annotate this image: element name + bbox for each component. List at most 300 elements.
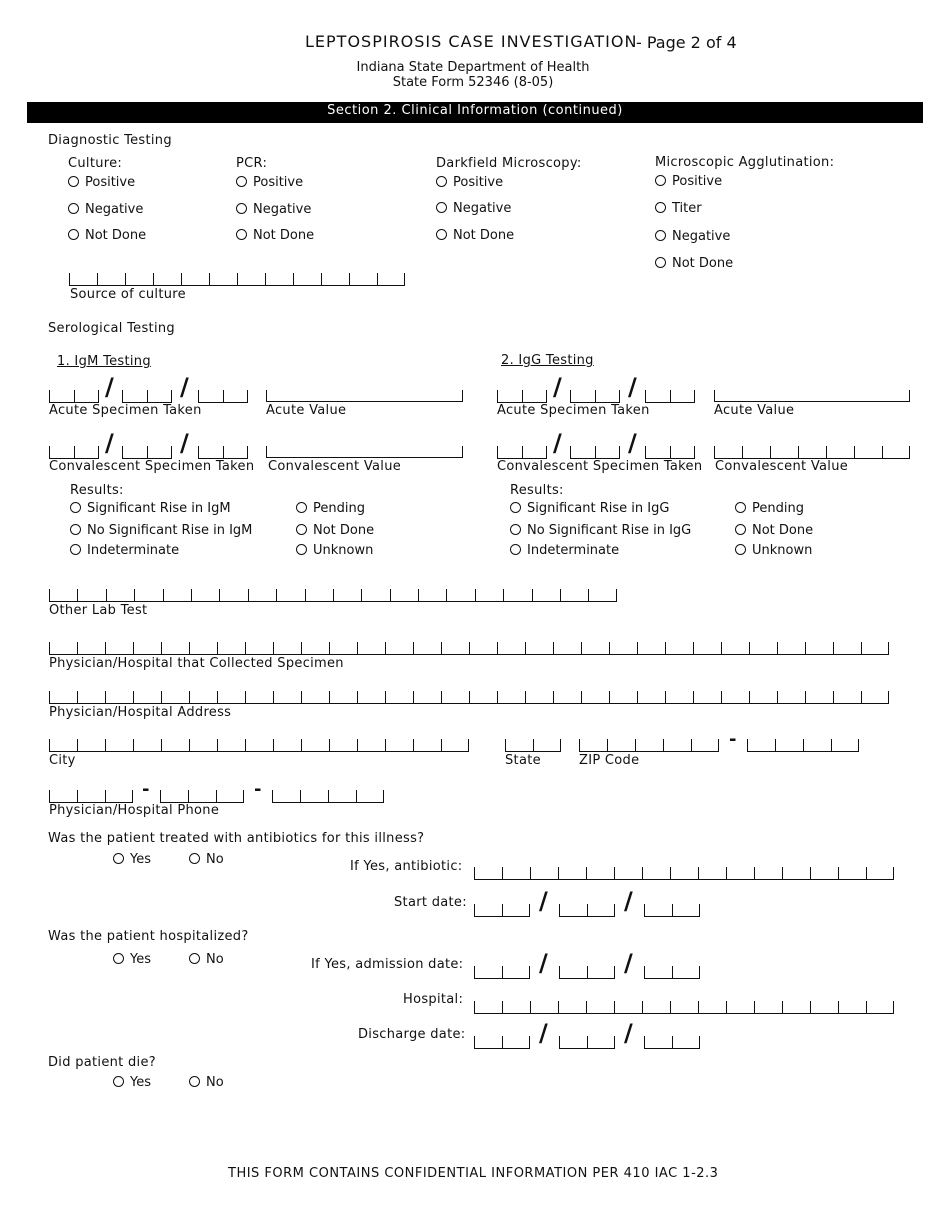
char-cell[interactable]	[469, 691, 497, 703]
char-cell[interactable]	[782, 867, 810, 879]
char-cell[interactable]	[609, 691, 637, 703]
char-cell[interactable]	[276, 589, 304, 601]
igg-conv-month-input[interactable]	[497, 446, 547, 459]
char-cell[interactable]	[558, 1001, 586, 1013]
radio-icon[interactable]	[113, 1076, 124, 1087]
char-cell[interactable]	[361, 589, 389, 601]
igm-conv-month-input[interactable]	[49, 446, 99, 459]
char-cell[interactable]	[223, 446, 248, 458]
char-cell[interactable]	[635, 739, 663, 751]
char-cell[interactable]	[805, 691, 833, 703]
char-cell[interactable]	[49, 790, 77, 802]
char-cell[interactable]	[125, 273, 153, 285]
char-cell[interactable]	[586, 867, 614, 879]
char-cell[interactable]	[349, 273, 377, 285]
char-cell[interactable]	[754, 1001, 782, 1013]
char-cell[interactable]	[522, 446, 547, 458]
char-cell[interactable]	[49, 390, 74, 402]
radio-icon[interactable]	[70, 524, 81, 535]
death-no-option[interactable]: No	[189, 1075, 224, 1090]
char-cell[interactable]	[670, 390, 695, 402]
char-cell[interactable]	[553, 691, 581, 703]
char-cell[interactable]	[189, 739, 217, 751]
char-cell[interactable]	[672, 1036, 700, 1048]
char-cell[interactable]	[377, 273, 405, 285]
char-cell[interactable]	[644, 1036, 672, 1048]
char-cell[interactable]	[502, 966, 530, 978]
char-cell[interactable]	[726, 867, 754, 879]
char-cell[interactable]	[637, 642, 665, 654]
zip-input[interactable]	[579, 739, 719, 752]
char-cell[interactable]	[579, 739, 607, 751]
char-cell[interactable]	[749, 691, 777, 703]
char-cell[interactable]	[530, 867, 558, 879]
char-cell[interactable]	[805, 642, 833, 654]
char-cell[interactable]	[474, 1001, 502, 1013]
char-cell[interactable]	[838, 1001, 866, 1013]
antibiotic-input[interactable]	[474, 867, 894, 880]
igg-indeterminate-option[interactable]: Indeterminate	[510, 543, 619, 558]
char-cell[interactable]	[161, 642, 189, 654]
char-cell[interactable]	[300, 790, 328, 802]
char-cell[interactable]	[272, 790, 300, 802]
char-cell[interactable]	[329, 642, 357, 654]
char-cell[interactable]	[497, 446, 522, 458]
char-cell[interactable]	[525, 691, 553, 703]
char-cell[interactable]	[833, 642, 861, 654]
char-cell[interactable]	[803, 739, 831, 751]
char-cell[interactable]	[665, 691, 693, 703]
char-cell[interactable]	[321, 273, 349, 285]
mat-notdone-option[interactable]: Not Done	[655, 256, 733, 271]
char-cell[interactable]	[49, 739, 77, 751]
radio-icon[interactable]	[296, 524, 307, 535]
igg-acute-value-input[interactable]	[714, 390, 910, 402]
char-cell[interactable]	[216, 790, 244, 802]
phone-prefix-input[interactable]	[160, 790, 244, 803]
char-cell[interactable]	[665, 642, 693, 654]
char-cell[interactable]	[248, 589, 276, 601]
char-cell[interactable]	[77, 790, 105, 802]
char-cell[interactable]	[390, 589, 418, 601]
char-cell[interactable]	[245, 739, 273, 751]
char-cell[interactable]	[413, 691, 441, 703]
igg-conv-value-input[interactable]	[714, 446, 910, 459]
radio-icon[interactable]	[655, 257, 666, 268]
mat-positive-option[interactable]: Positive	[655, 174, 722, 189]
radio-icon[interactable]	[510, 524, 521, 535]
admission-day-input[interactable]	[559, 966, 615, 979]
igm-acute-day-input[interactable]	[122, 390, 172, 403]
igm-notdone-option[interactable]: Not Done	[296, 523, 374, 538]
char-cell[interactable]	[474, 966, 502, 978]
char-cell[interactable]	[191, 589, 219, 601]
char-cell[interactable]	[505, 739, 533, 751]
radio-icon[interactable]	[68, 229, 79, 240]
char-cell[interactable]	[105, 739, 133, 751]
igg-conv-year-input[interactable]	[645, 446, 695, 459]
char-cell[interactable]	[161, 691, 189, 703]
radio-icon[interactable]	[296, 544, 307, 555]
char-cell[interactable]	[301, 642, 329, 654]
char-cell[interactable]	[217, 739, 245, 751]
char-cell[interactable]	[217, 642, 245, 654]
char-cell[interactable]	[777, 642, 805, 654]
char-cell[interactable]	[742, 446, 770, 458]
char-cell[interactable]	[645, 446, 670, 458]
char-cell[interactable]	[866, 867, 894, 879]
char-cell[interactable]	[782, 1001, 810, 1013]
char-cell[interactable]	[181, 273, 209, 285]
char-cell[interactable]	[502, 867, 530, 879]
radio-icon[interactable]	[510, 502, 521, 513]
char-cell[interactable]	[560, 589, 588, 601]
radio-icon[interactable]	[296, 502, 307, 513]
radio-icon[interactable]	[735, 524, 746, 535]
igg-acute-year-input[interactable]	[645, 390, 695, 403]
igg-unknown-option[interactable]: Unknown	[735, 543, 812, 558]
char-cell[interactable]	[49, 642, 77, 654]
char-cell[interactable]	[413, 739, 441, 751]
culture-notdone-option[interactable]: Not Done	[68, 228, 146, 243]
char-cell[interactable]	[866, 1001, 894, 1013]
char-cell[interactable]	[273, 642, 301, 654]
char-cell[interactable]	[559, 904, 587, 916]
darkfield-negative-option[interactable]: Negative	[436, 201, 511, 216]
char-cell[interactable]	[581, 691, 609, 703]
char-cell[interactable]	[74, 446, 99, 458]
state-input[interactable]	[505, 739, 561, 752]
char-cell[interactable]	[441, 739, 469, 751]
char-cell[interactable]	[810, 1001, 838, 1013]
char-cell[interactable]	[672, 966, 700, 978]
radio-icon[interactable]	[236, 176, 247, 187]
zip-plus4-input[interactable]	[747, 739, 859, 752]
igm-pending-option[interactable]: Pending	[296, 501, 365, 516]
culture-positive-option[interactable]: Positive	[68, 175, 135, 190]
char-cell[interactable]	[441, 691, 469, 703]
char-cell[interactable]	[670, 446, 695, 458]
char-cell[interactable]	[777, 691, 805, 703]
radio-icon[interactable]	[68, 176, 79, 187]
char-cell[interactable]	[588, 589, 616, 601]
igm-acute-value-input[interactable]	[266, 390, 463, 402]
igg-conv-day-input[interactable]	[570, 446, 620, 459]
char-cell[interactable]	[357, 642, 385, 654]
char-cell[interactable]	[570, 390, 595, 402]
char-cell[interactable]	[329, 691, 357, 703]
char-cell[interactable]	[385, 691, 413, 703]
char-cell[interactable]	[642, 867, 670, 879]
phone-line-input[interactable]	[272, 790, 384, 803]
char-cell[interactable]	[446, 589, 474, 601]
char-cell[interactable]	[209, 273, 237, 285]
discharge-year-input[interactable]	[644, 1036, 700, 1049]
char-cell[interactable]	[833, 691, 861, 703]
radio-icon[interactable]	[189, 1076, 200, 1087]
char-cell[interactable]	[831, 739, 859, 751]
darkfield-positive-option[interactable]: Positive	[436, 175, 503, 190]
char-cell[interactable]	[559, 966, 587, 978]
igm-acute-month-input[interactable]	[49, 390, 99, 403]
char-cell[interactable]	[698, 867, 726, 879]
char-cell[interactable]	[273, 739, 301, 751]
igm-no-sig-rise-option[interactable]: No Significant Rise in IgM	[70, 523, 252, 538]
char-cell[interactable]	[49, 589, 77, 601]
char-cell[interactable]	[475, 589, 503, 601]
char-cell[interactable]	[385, 642, 413, 654]
char-cell[interactable]	[775, 739, 803, 751]
char-cell[interactable]	[714, 446, 742, 458]
phone-area-input[interactable]	[49, 790, 133, 803]
radio-icon[interactable]	[436, 202, 447, 213]
char-cell[interactable]	[644, 966, 672, 978]
char-cell[interactable]	[133, 642, 161, 654]
mat-titer-option[interactable]: Titer	[655, 201, 702, 216]
char-cell[interactable]	[418, 589, 446, 601]
radio-icon[interactable]	[70, 544, 81, 555]
char-cell[interactable]	[189, 642, 217, 654]
char-cell[interactable]	[698, 1001, 726, 1013]
char-cell[interactable]	[644, 904, 672, 916]
char-cell[interactable]	[69, 273, 97, 285]
char-cell[interactable]	[153, 273, 181, 285]
char-cell[interactable]	[558, 867, 586, 879]
char-cell[interactable]	[861, 691, 889, 703]
char-cell[interactable]	[273, 691, 301, 703]
char-cell[interactable]	[189, 691, 217, 703]
char-cell[interactable]	[328, 790, 356, 802]
discharge-month-input[interactable]	[474, 1036, 530, 1049]
char-cell[interactable]	[587, 1036, 615, 1048]
char-cell[interactable]	[637, 691, 665, 703]
char-cell[interactable]	[161, 739, 189, 751]
radio-icon[interactable]	[735, 502, 746, 513]
char-cell[interactable]	[670, 867, 698, 879]
hospitalized-no-option[interactable]: No	[189, 952, 224, 967]
char-cell[interactable]	[609, 642, 637, 654]
char-cell[interactable]	[105, 790, 133, 802]
char-cell[interactable]	[198, 446, 223, 458]
darkfield-notdone-option[interactable]: Not Done	[436, 228, 514, 243]
death-yes-option[interactable]: Yes	[113, 1075, 151, 1090]
radio-icon[interactable]	[236, 229, 247, 240]
physician-hospital-input[interactable]	[49, 642, 889, 655]
radio-icon[interactable]	[655, 202, 666, 213]
source-of-culture-input[interactable]	[69, 273, 405, 286]
igm-sig-rise-option[interactable]: Significant Rise in IgM	[70, 501, 231, 516]
char-cell[interactable]	[721, 691, 749, 703]
radio-icon[interactable]	[113, 853, 124, 864]
culture-negative-option[interactable]: Negative	[68, 202, 143, 217]
char-cell[interactable]	[754, 867, 782, 879]
char-cell[interactable]	[105, 642, 133, 654]
igm-conv-year-input[interactable]	[198, 446, 248, 459]
physician-address-input[interactable]	[49, 691, 889, 704]
char-cell[interactable]	[570, 446, 595, 458]
char-cell[interactable]	[301, 691, 329, 703]
char-cell[interactable]	[532, 589, 560, 601]
char-cell[interactable]	[502, 904, 530, 916]
igg-no-sig-rise-option[interactable]: No Significant Rise in IgG	[510, 523, 691, 538]
char-cell[interactable]	[749, 642, 777, 654]
char-cell[interactable]	[497, 691, 525, 703]
admission-year-input[interactable]	[644, 966, 700, 979]
igg-acute-day-input[interactable]	[570, 390, 620, 403]
char-cell[interactable]	[329, 739, 357, 751]
char-cell[interactable]	[642, 1001, 670, 1013]
start-month-input[interactable]	[474, 904, 530, 917]
char-cell[interactable]	[645, 390, 670, 402]
char-cell[interactable]	[595, 446, 620, 458]
char-cell[interactable]	[49, 446, 74, 458]
char-cell[interactable]	[861, 642, 889, 654]
igg-notdone-option[interactable]: Not Done	[735, 523, 813, 538]
char-cell[interactable]	[798, 446, 826, 458]
char-cell[interactable]	[469, 642, 497, 654]
char-cell[interactable]	[49, 691, 77, 703]
char-cell[interactable]	[97, 273, 125, 285]
char-cell[interactable]	[133, 691, 161, 703]
char-cell[interactable]	[356, 790, 384, 802]
hospital-input[interactable]	[474, 1001, 894, 1014]
char-cell[interactable]	[559, 1036, 587, 1048]
radio-icon[interactable]	[189, 853, 200, 864]
char-cell[interactable]	[726, 1001, 754, 1013]
char-cell[interactable]	[413, 642, 441, 654]
other-lab-test-input[interactable]	[49, 589, 617, 602]
char-cell[interactable]	[838, 867, 866, 879]
radio-icon[interactable]	[735, 544, 746, 555]
city-input[interactable]	[49, 739, 469, 752]
char-cell[interactable]	[198, 390, 223, 402]
char-cell[interactable]	[293, 273, 321, 285]
char-cell[interactable]	[581, 642, 609, 654]
igm-conv-value-input[interactable]	[266, 446, 463, 458]
char-cell[interactable]	[525, 642, 553, 654]
char-cell[interactable]	[122, 390, 147, 402]
discharge-day-input[interactable]	[559, 1036, 615, 1049]
char-cell[interactable]	[533, 739, 561, 751]
char-cell[interactable]	[134, 589, 162, 601]
char-cell[interactable]	[106, 589, 134, 601]
char-cell[interactable]	[691, 739, 719, 751]
char-cell[interactable]	[497, 642, 525, 654]
char-cell[interactable]	[74, 390, 99, 402]
char-cell[interactable]	[586, 1001, 614, 1013]
char-cell[interactable]	[441, 642, 469, 654]
char-cell[interactable]	[357, 691, 385, 703]
char-cell[interactable]	[770, 446, 798, 458]
char-cell[interactable]	[522, 390, 547, 402]
igg-sig-rise-option[interactable]: Significant Rise in IgG	[510, 501, 669, 516]
char-cell[interactable]	[530, 1001, 558, 1013]
char-cell[interactable]	[77, 739, 105, 751]
char-cell[interactable]	[357, 739, 385, 751]
char-cell[interactable]	[826, 446, 854, 458]
char-cell[interactable]	[474, 1036, 502, 1048]
start-day-input[interactable]	[559, 904, 615, 917]
char-cell[interactable]	[122, 446, 147, 458]
char-cell[interactable]	[502, 1036, 530, 1048]
antibiotics-no-option[interactable]: No	[189, 852, 224, 867]
char-cell[interactable]	[305, 589, 333, 601]
char-cell[interactable]	[223, 390, 248, 402]
igm-conv-day-input[interactable]	[122, 446, 172, 459]
igm-unknown-option[interactable]: Unknown	[296, 543, 373, 558]
radio-icon[interactable]	[655, 230, 666, 241]
char-cell[interactable]	[160, 790, 188, 802]
char-cell[interactable]	[77, 691, 105, 703]
char-cell[interactable]	[77, 642, 105, 654]
char-cell[interactable]	[105, 691, 133, 703]
char-cell[interactable]	[265, 273, 293, 285]
char-cell[interactable]	[163, 589, 191, 601]
char-cell[interactable]	[474, 867, 502, 879]
char-cell[interactable]	[721, 642, 749, 654]
char-cell[interactable]	[614, 867, 642, 879]
char-cell[interactable]	[333, 589, 361, 601]
char-cell[interactable]	[882, 446, 910, 458]
char-cell[interactable]	[595, 390, 620, 402]
char-cell[interactable]	[502, 1001, 530, 1013]
radio-icon[interactable]	[68, 203, 79, 214]
char-cell[interactable]	[301, 739, 329, 751]
char-cell[interactable]	[474, 904, 502, 916]
pcr-negative-option[interactable]: Negative	[236, 202, 311, 217]
igm-indeterminate-option[interactable]: Indeterminate	[70, 543, 179, 558]
pcr-positive-option[interactable]: Positive	[236, 175, 303, 190]
igm-acute-year-input[interactable]	[198, 390, 248, 403]
char-cell[interactable]	[693, 691, 721, 703]
char-cell[interactable]	[217, 691, 245, 703]
radio-icon[interactable]	[189, 953, 200, 964]
char-cell[interactable]	[587, 904, 615, 916]
char-cell[interactable]	[219, 589, 247, 601]
char-cell[interactable]	[747, 739, 775, 751]
igg-pending-option[interactable]: Pending	[735, 501, 804, 516]
pcr-notdone-option[interactable]: Not Done	[236, 228, 314, 243]
char-cell[interactable]	[810, 867, 838, 879]
char-cell[interactable]	[237, 273, 265, 285]
char-cell[interactable]	[614, 1001, 642, 1013]
admission-month-input[interactable]	[474, 966, 530, 979]
radio-icon[interactable]	[236, 203, 247, 214]
char-cell[interactable]	[663, 739, 691, 751]
char-cell[interactable]	[670, 1001, 698, 1013]
char-cell[interactable]	[854, 446, 882, 458]
char-cell[interactable]	[77, 589, 105, 601]
radio-icon[interactable]	[436, 176, 447, 187]
radio-icon[interactable]	[436, 229, 447, 240]
char-cell[interactable]	[503, 589, 531, 601]
char-cell[interactable]	[672, 904, 700, 916]
char-cell[interactable]	[133, 739, 161, 751]
char-cell[interactable]	[245, 642, 273, 654]
radio-icon[interactable]	[510, 544, 521, 555]
char-cell[interactable]	[497, 390, 522, 402]
radio-icon[interactable]	[655, 175, 666, 186]
mat-negative-option[interactable]: Negative	[655, 229, 730, 244]
char-cell[interactable]	[553, 642, 581, 654]
igg-acute-month-input[interactable]	[497, 390, 547, 403]
char-cell[interactable]	[147, 390, 172, 402]
radio-icon[interactable]	[113, 953, 124, 964]
char-cell[interactable]	[147, 446, 172, 458]
char-cell[interactable]	[693, 642, 721, 654]
char-cell[interactable]	[385, 739, 413, 751]
char-cell[interactable]	[607, 739, 635, 751]
